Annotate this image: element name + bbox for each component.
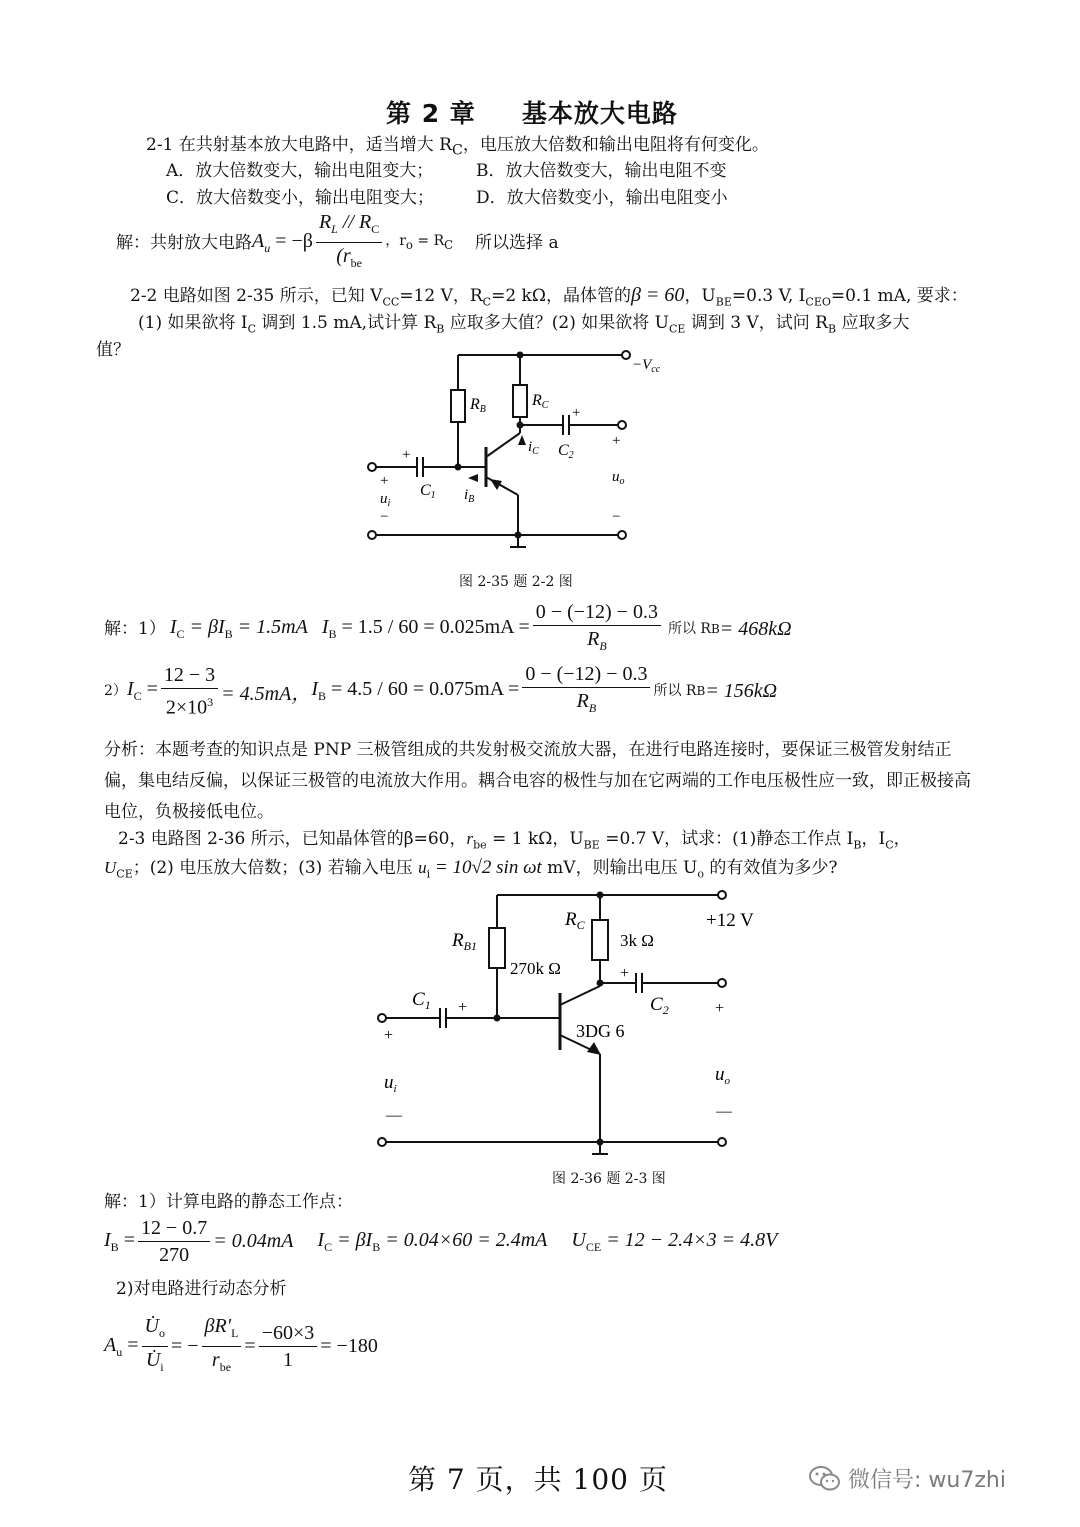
c2-label: C2 (558, 442, 574, 461)
ui-label: $u_i$ (384, 1072, 397, 1095)
q2-line2: (1) 如果欲将 $I_C$ 调到 1.5 mA,试计算 $R_B$ 应取多大值？(2) 如果欲将 $U_{CE}$ 调到 3 V，试问 $R_B$ 应取多大 (138, 313, 910, 336)
q2-line3: 值？ (96, 340, 130, 360)
figure-caption-2-36: 图 2-36 题 2-3 图 (552, 1171, 666, 1187)
ui-plus: + (380, 473, 389, 489)
q3-fraction-ib: $\frac{12 - 0.7}{270}$ (138, 1216, 210, 1267)
q3-fraction-beta: $\frac{\beta R'_L}{r_{be}}$ (202, 1314, 242, 1379)
c1-label: C1 (420, 482, 436, 501)
uo-minus: − (612, 509, 621, 525)
q1-fraction: $\frac{R_L // R_C}{(r_{be}}$ (316, 210, 382, 275)
figure-caption-2-35: 图 2-35 题 2-2 图 (459, 574, 573, 590)
rb1-resistor (489, 928, 505, 968)
q2-fraction-3: $\frac{0 - (-12) - 0.3}{R_B}$ (522, 662, 650, 720)
wechat-watermark (808, 1463, 1006, 1494)
q2-solution-1: 解：1） $I_C = \beta I_B = 1.5mA$ $I_B = 1.5 / 60 = 0.025mA$ = $\frac{0 - (-12) - 0.3}{R_B}$ 所以 R B = 468kΩ (104, 600, 792, 658)
q3-dynamic-label: 2)对电路进行动态分析 (116, 1279, 287, 1299)
uo-minus: — (716, 1103, 732, 1120)
c2-plus: + (620, 965, 630, 982)
q1-option-d: D．放大倍数变小，输出电阻变小 (476, 188, 728, 208)
ic-label: $i_C$ (528, 439, 539, 457)
rc-resistor (513, 385, 527, 417)
q3-fraction-num: $\frac{-60\times 3}{1}$ (259, 1321, 318, 1372)
q3-static-solution: $I_B$ = $\frac{12 - 0.7}{270}$ = 0.04mA $I_C = \beta I_B = 0.04\times 60 = 2.4mA$ $U_{CE} = 12 - 2.4\times 3 = 4.8V$ (104, 1217, 778, 1266)
q1-stem: 2-1 在共射基本放大电路中，适当增大 $R_C$，电压放大倍数和输出电阻将有何变化。 (146, 135, 769, 159)
q2-fraction-1: $\frac{0 - (-12) - 0.3}{R_B}$ (533, 600, 661, 658)
c2-label: $C_2$ (650, 994, 669, 1017)
q2-solution-2: 2） $I_C$ = $\frac{12 - 3}{2\times 10^3}$ = 4.5mA， $I_B = 4.5 / 60 = 0.075mA$ = $\frac{0 - (-12) - 0.3}{R_B}$ 所以 R B = 156kΩ (104, 663, 778, 719)
input-terminal (368, 463, 376, 471)
uo-plus: + (612, 433, 621, 449)
c1-plus: + (402, 447, 411, 463)
q3-line1: 2-3 电路图 2-36 所示，已知晶体管的β=60，$r_{be} = 1$ kΩ，$U_{BE} =0.7$ V，试求：(1)静态工作点 $I_B$，$I_C$， (118, 829, 911, 852)
chapter-name: 基本放大电路 (521, 99, 678, 128)
vcc-label: $-V_{cc}$ (632, 357, 660, 375)
c1-plus: + (458, 999, 468, 1016)
q3-fraction-au: $\frac{U̇_o}{U̇_i}$ (142, 1314, 168, 1379)
circuit-diagram-2-35 (360, 345, 660, 560)
transistor-label: 3DG 6 (576, 1021, 625, 1041)
rb-label: RB (470, 396, 486, 415)
q3-line2: $U_{CE}$；(2) 电压放大倍数；(3) 若输入电压 $u_i = 10√2$ sin ωt mV，则输出电压 $U_o$ 的有效值为多少? (104, 857, 838, 881)
ui-minus: − (380, 509, 389, 525)
wechat-icon (808, 1464, 842, 1494)
c2-plus: + (572, 405, 581, 421)
rb1-label: $R_{B1}$ (452, 930, 477, 953)
rb-resistor (451, 390, 465, 422)
q1-solution: 解：共射放大电路 $A_u = -\beta$ $\frac{R_L // R_C}{(r_{be}}$ ，$r_o = R_C$ 所以选择 a (116, 210, 559, 275)
rc-resistor (592, 920, 608, 960)
rc-value: 3k Ω (620, 931, 654, 950)
page-number: 第 7 页，共 100 页 (408, 1463, 668, 1496)
q2-fraction-2: $\frac{12 - 3}{2\times 10^3}$ (161, 663, 218, 720)
q1-option-c: C．放大倍数变小，输出电阻变大； (166, 188, 435, 208)
vcc-terminal (622, 351, 630, 359)
q1-option-b: B．放大倍数变大，输出电阻不变 (476, 161, 727, 181)
ui-minus: — (386, 1107, 402, 1124)
circuit-diagram-2-36 (370, 880, 770, 1165)
ib-label: $i_B$ (464, 487, 475, 505)
uo-label: $u_o$ (612, 469, 625, 487)
uo-plus: + (715, 1000, 725, 1017)
q3-solution-label: 解：1）计算电路的静态工作点： (104, 1192, 353, 1212)
ib-arrow (468, 474, 478, 482)
rc-label: RC (532, 392, 549, 411)
rc-label: $R_C$ (565, 909, 585, 932)
c1-label: $C_1$ (412, 989, 431, 1012)
ui-plus: + (384, 1027, 394, 1044)
q2-analysis: 分析：本题考查的知识点是 PNP 三极管组成的共发射极交流放大器，在进行电路连接时，要保证三极管发射结正偏，集电结反偏，以保证三极管的电流放大作用。耦合电容的极性与加在它两端的工作电压极性应一致，即正极接高电位，负极接低电位。 (104, 740, 971, 822)
ui-label: $u_i$ (380, 491, 391, 509)
chapter-title (386, 94, 678, 130)
ic-arrow (518, 435, 526, 445)
q1-option-a: A．放大倍数变大，输出电阻变大； (166, 161, 434, 181)
rb1-value: 270k Ω (510, 959, 561, 978)
q3-dynamic-solution: $A_u$ = $\frac{U̇_o}{U̇_i}$ = − $\frac{\beta R'_L}{r_{be}}$ = $\frac{-60\times 3}{1}$ = −180 (104, 1314, 378, 1379)
chapter-number: 第 2 章 (386, 99, 476, 128)
q2-line1: 2-2 电路如图 2-35 所示，已知 $V_{CC}=12$ V，$R_C=2$ kΩ，晶体管的β = 60，$U_{BE}=0.3$ V, $I_{CEO}=0.1$ mA, 要求： (130, 284, 968, 309)
vcc-label: +12 V (706, 910, 754, 931)
uo-label: $u_o$ (715, 1064, 730, 1087)
watermark-text: 微信号: wu7zhi (848, 1468, 1006, 1493)
